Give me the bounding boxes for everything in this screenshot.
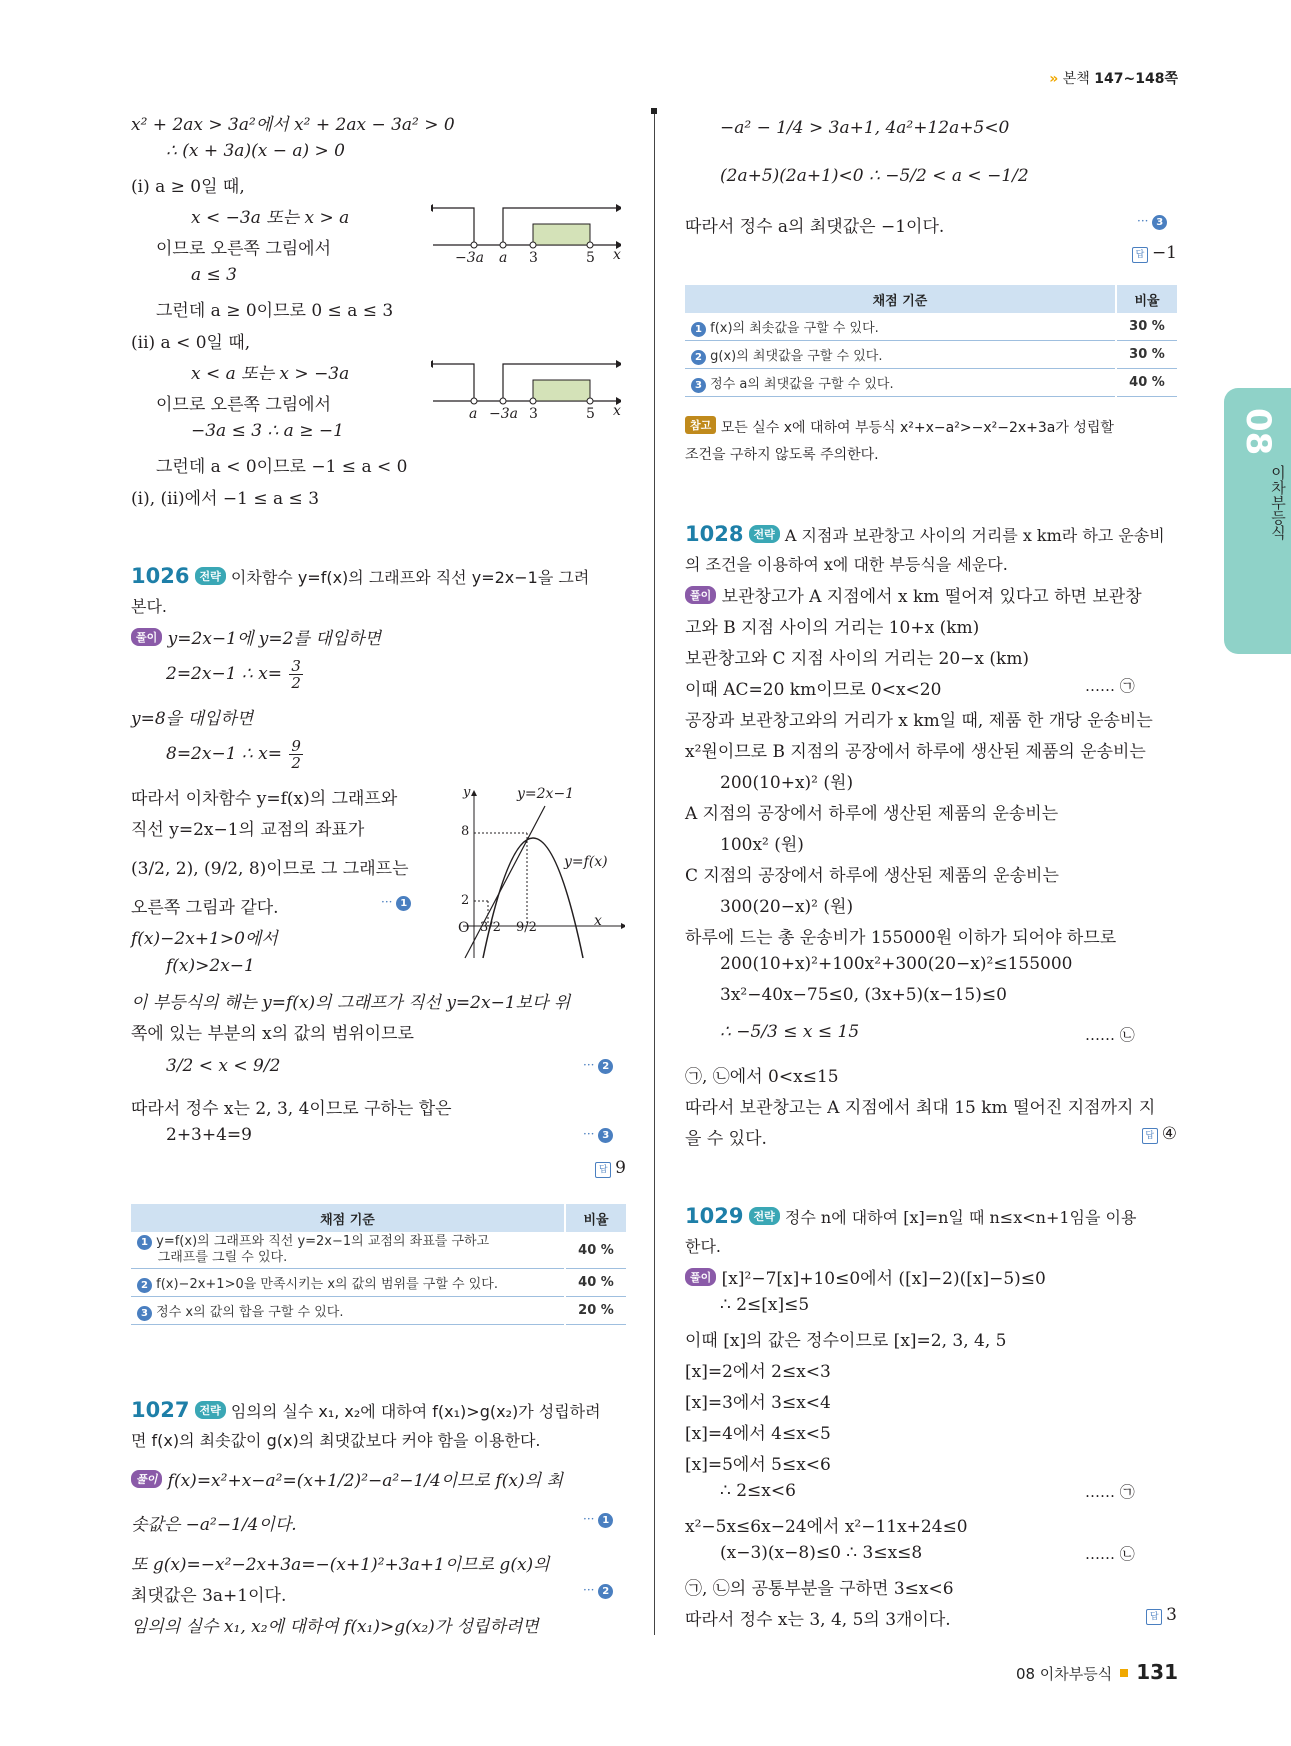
solution-line: [x]=2에서 2≤x<3 bbox=[685, 1362, 831, 1382]
solution-line: 따라서 보관창고는 A 지점에서 최대 15 km 떨어진 지점까지 지 bbox=[685, 1098, 1156, 1118]
answer-value: 3 bbox=[1166, 1605, 1177, 1625]
cell-text: f(x)의 최솟값을 구할 수 있다. bbox=[710, 320, 879, 336]
fraction bbox=[289, 738, 303, 771]
solution-line: 따라서 정수 x는 2, 3, 4이므로 구하는 합은 bbox=[131, 1099, 452, 1119]
text-line: 그런데 a ≥ 0이므로 0 ≤ a ≤ 3 bbox=[156, 301, 394, 321]
note-text: 조건을 구하지 않도록 주의한다. bbox=[685, 447, 879, 463]
solution-line: 을 수 있다. bbox=[685, 1129, 767, 1149]
nl2-label: a bbox=[469, 406, 478, 422]
graph-origin: O bbox=[458, 920, 470, 936]
page-number: 131 bbox=[1136, 1660, 1178, 1684]
nl1-label: a bbox=[499, 250, 508, 266]
marker-row bbox=[583, 1512, 613, 1528]
fraction bbox=[289, 658, 303, 691]
strategy-tag: 전략 bbox=[749, 1207, 780, 1225]
text-line: x < −3a 또는 x > a bbox=[191, 208, 350, 228]
footer-square-icon bbox=[1120, 1669, 1128, 1677]
problem-1026-strategy bbox=[131, 564, 589, 588]
table-cell bbox=[685, 341, 1116, 369]
table-cell bbox=[685, 369, 1116, 397]
frac-den: 2 bbox=[291, 754, 301, 772]
solution-line: [x]=3에서 3≤x<4 bbox=[685, 1393, 831, 1413]
solution-text: f(x)=x²+x−a²=(x+1/2)²−a²−1/4이므로 f(x)의 최 bbox=[167, 1471, 563, 1491]
nl1-label: 3 bbox=[529, 250, 538, 266]
header-book-ref: 본책 bbox=[1062, 71, 1090, 87]
dots: ··· bbox=[583, 1058, 595, 1072]
grading-table-1026 bbox=[131, 1204, 626, 1325]
text-line: x² + 2ax > 3a²에서 x² + 2ax − 3a² > 0 bbox=[131, 115, 455, 135]
strategy-text: 의 조건을 이용하여 x에 대한 부등식을 세운다. bbox=[685, 555, 1008, 574]
table-cell: 40 % bbox=[1116, 369, 1177, 397]
solution-line: f(x)>2x−1 bbox=[166, 956, 255, 976]
answer bbox=[1142, 1124, 1177, 1144]
answer-value: 9 bbox=[615, 1158, 626, 1178]
table-cell: 40 % bbox=[565, 1232, 626, 1269]
solution-line bbox=[131, 624, 381, 649]
step-marker: 1 bbox=[396, 896, 411, 911]
answer-icon: 답 bbox=[1146, 1609, 1162, 1625]
note-line bbox=[685, 416, 1114, 437]
text-line: 이므로 오른쪽 그림에서 bbox=[156, 395, 332, 415]
grading-table-1027 bbox=[685, 285, 1177, 397]
step-marker: 1 bbox=[598, 1513, 613, 1528]
solution-line: x²원이므로 B 지점의 공장에서 하루에 생산된 제품의 운송비는 bbox=[685, 742, 1146, 762]
step-marker: 1 bbox=[691, 322, 706, 337]
text-line: ∴ (x + 3a)(x − a) > 0 bbox=[166, 141, 345, 161]
solution-line: 쪽에 있는 부분의 x의 값의 범위이므로 bbox=[131, 1024, 414, 1044]
solution-line: 직선 y=2x−1의 교점의 좌표가 bbox=[131, 820, 365, 840]
nl1-label: −3a bbox=[455, 250, 484, 266]
table-cell bbox=[131, 1297, 565, 1325]
table-row bbox=[131, 1232, 626, 1269]
table-cell: 30 % bbox=[1116, 341, 1177, 369]
problem-number: 1029 bbox=[685, 1204, 744, 1228]
solution-line: f(x)−2x+1>0에서 bbox=[131, 929, 278, 949]
problem-1028-strategy bbox=[685, 522, 1165, 546]
solution-line: 200(10+x)² (원) bbox=[720, 773, 854, 793]
equation-tag: …… ㉠ bbox=[1085, 1483, 1135, 1501]
table-header: 비율 bbox=[1116, 285, 1177, 313]
solution-line: ㉠, ㉡의 공통부분을 구하면 3≤x<6 bbox=[685, 1579, 954, 1599]
note-tag: 참고 bbox=[685, 416, 716, 434]
problem-number: 1028 bbox=[685, 522, 744, 546]
solution-line: C 지점의 공장에서 하루에 생산된 제품의 운송비는 bbox=[685, 866, 1059, 886]
column-divider bbox=[654, 110, 655, 1635]
nl1-label: 5 bbox=[586, 250, 595, 266]
solution-line: (x−3)(x−8)≤0 ∴ 3≤x≤8 bbox=[720, 1543, 923, 1563]
solution-tag: 풀이 bbox=[131, 1470, 162, 1488]
graph-curve-label: y=f(x) bbox=[564, 854, 608, 870]
left-column bbox=[131, 100, 626, 1660]
table-header: 비율 bbox=[565, 1204, 626, 1232]
text-line: x < a 또는 x > −3a bbox=[191, 364, 350, 384]
strategy-text: 정수 n에 대하여 [x]=n일 때 n≤x<n+1임을 이용 bbox=[784, 1208, 1137, 1227]
text-line: a ≤ 3 bbox=[191, 265, 238, 285]
graph-tick-2: 2 bbox=[461, 893, 470, 908]
table-cell: 30 % bbox=[1116, 313, 1177, 341]
chapter-tab-name: 이차부등식 bbox=[1269, 465, 1287, 540]
step-marker: 2 bbox=[598, 1059, 613, 1074]
step-marker: 3 bbox=[598, 1128, 613, 1143]
solution-line: (2a+5)(2a+1)<0 ∴ −5/2 < a < −1/2 bbox=[720, 166, 1029, 186]
double-chevron-icon: » bbox=[1049, 71, 1059, 87]
solution-line: ∴ 2≤x<6 bbox=[720, 1481, 796, 1501]
step-marker: 2 bbox=[137, 1278, 152, 1293]
cell-text: f(x)−2x+1>0을 만족시키는 x의 값의 범위를 구할 수 있다. bbox=[156, 1276, 498, 1292]
solution-line: 100x² (원) bbox=[720, 835, 804, 855]
table-cell bbox=[131, 1232, 565, 1269]
nl2-label: x bbox=[613, 403, 621, 419]
cell-text: 정수 a의 최댓값을 구할 수 있다. bbox=[710, 376, 894, 392]
solution-line bbox=[685, 582, 1142, 607]
strategy-text: 면 f(x)의 최솟값이 g(x)의 최댓값보다 커야 함을 이용한다. bbox=[131, 1431, 541, 1450]
graph-y-axis-label: y bbox=[463, 785, 471, 800]
step-marker: 3 bbox=[137, 1306, 152, 1321]
table-row bbox=[685, 341, 1177, 369]
footer-chapter: 08 이차부등식 bbox=[1015, 1665, 1113, 1683]
column-divider-cap bbox=[651, 108, 657, 114]
strategy-text: 이차함수 y=f(x)의 그래프와 직선 y=2x−1을 그려 bbox=[230, 568, 590, 587]
solution-line: 따라서 정수 x는 3, 4, 5의 3개이다. bbox=[685, 1610, 951, 1630]
table-cell: 40 % bbox=[565, 1269, 626, 1297]
solution-line: −a² − 1/4 > 3a+1, 4a²+12a+5<0 bbox=[720, 118, 1010, 138]
solution-line: 따라서 정수 a의 최댓값은 −1이다. bbox=[685, 217, 945, 237]
problem-1027-strategy bbox=[131, 1398, 601, 1422]
marker-row bbox=[381, 895, 411, 911]
frac-num: 9 bbox=[291, 737, 301, 755]
dots: ··· bbox=[583, 1127, 595, 1141]
frac-num: 3 bbox=[291, 657, 301, 675]
solution-text: 8=2x−1 ∴ x= bbox=[166, 744, 282, 764]
equation-tag: …… ㉡ bbox=[1085, 1026, 1135, 1044]
solution-line: 보관창고와 C 지점 사이의 거리는 20−x (km) bbox=[685, 649, 1030, 669]
solution-tag: 풀이 bbox=[685, 1268, 716, 1286]
solution-line: 2+3+4=9 bbox=[166, 1125, 252, 1145]
solution-line: [x]=5에서 5≤x<6 bbox=[685, 1455, 831, 1475]
solution-line bbox=[166, 738, 305, 771]
strategy-text: 한다. bbox=[685, 1237, 721, 1256]
answer bbox=[1146, 1605, 1177, 1625]
graph-tick-x2: 9/2 bbox=[516, 920, 537, 935]
solution-line bbox=[166, 658, 305, 691]
solution-line: x²−5x≤6x−24에서 x²−11x+24≤0 bbox=[685, 1517, 968, 1537]
cell-text: y=f(x)의 그래프와 직선 y=2x−1의 교점의 좌표를 구하고 bbox=[156, 1234, 490, 1249]
marker-row bbox=[1137, 214, 1167, 230]
marker-row bbox=[583, 1583, 613, 1599]
solution-line bbox=[131, 1466, 563, 1491]
solution-tag: 풀이 bbox=[685, 586, 716, 604]
solution-line: 고와 B 지점 사이의 거리는 10+x (km) bbox=[685, 618, 980, 638]
answer-icon: 답 bbox=[1142, 1128, 1158, 1144]
graph-tick-8: 8 bbox=[461, 824, 470, 839]
step-marker: 1 bbox=[137, 1235, 152, 1250]
solution-line: 이때 AC=20 km이므로 0<x<20 bbox=[685, 680, 942, 700]
answer-value: ④ bbox=[1161, 1124, 1177, 1144]
solution-line: 또 g(x)=−x²−2x+3a=−(x+1)²+3a+1이므로 g(x)의 bbox=[131, 1555, 550, 1575]
answer bbox=[1132, 243, 1177, 263]
text-line: (i) a ≥ 0일 때, bbox=[131, 177, 245, 197]
equation-tag: …… ㉠ bbox=[1085, 677, 1135, 695]
strategy-tag: 전략 bbox=[749, 525, 780, 543]
solution-line: 이 부등식의 해는 y=f(x)의 그래프가 직선 y=2x−1보다 위 bbox=[131, 993, 571, 1013]
cell-text: 정수 x의 값의 합을 구할 수 있다. bbox=[156, 1304, 344, 1320]
cell-text: 그래프를 그릴 수 있다. bbox=[157, 1250, 288, 1265]
dots: ··· bbox=[583, 1512, 595, 1526]
table-header: 채점 기준 bbox=[685, 285, 1116, 313]
graph-line-label: y=2x−1 bbox=[517, 786, 575, 802]
solution-tag: 풀이 bbox=[131, 628, 162, 646]
step-marker: 2 bbox=[598, 1584, 613, 1599]
nl2-label: −3a bbox=[489, 406, 518, 422]
problem-number: 1027 bbox=[131, 1398, 190, 1422]
step-marker: 2 bbox=[691, 350, 706, 365]
solution-line: 오른쪽 그림과 같다. bbox=[131, 898, 279, 918]
answer-icon: 답 bbox=[595, 1162, 611, 1178]
solution-line: 300(20−x)² (원) bbox=[720, 897, 854, 917]
solution-line: 3/2 < x < 9/2 bbox=[166, 1056, 281, 1076]
strategy-text: 본다. bbox=[131, 597, 167, 616]
right-column bbox=[685, 100, 1177, 1660]
graph-tick-x1: 3/2 bbox=[480, 920, 501, 935]
solution-line: ∴ −5/3 ≤ x ≤ 15 bbox=[720, 1022, 860, 1042]
strategy-text: A 지점과 보관창고 사이의 거리를 x km라 하고 운송비 bbox=[784, 526, 1165, 545]
answer-value: −1 bbox=[1151, 243, 1177, 263]
text-line: (ii) a < 0일 때, bbox=[131, 333, 251, 353]
solution-line: 따라서 이차함수 y=f(x)의 그래프와 bbox=[131, 789, 398, 809]
solution-text: [x]²−7[x]+10≤0에서 ([x]−2)([x]−5)≤0 bbox=[721, 1269, 1046, 1289]
frac-den: 2 bbox=[291, 674, 301, 692]
dots: ··· bbox=[1137, 214, 1149, 228]
chapter-tab-number: 08 bbox=[1238, 408, 1278, 456]
problem-1029-strategy bbox=[685, 1204, 1136, 1228]
nl1-label: x bbox=[613, 247, 621, 263]
strategy-text: 임의의 실수 x₁, x₂에 대하여 f(x₁)>g(x₂)가 성립하려 bbox=[230, 1402, 601, 1421]
marker-row bbox=[583, 1127, 613, 1143]
cell-text: g(x)의 최댓값을 구할 수 있다. bbox=[710, 348, 883, 364]
solution-line: 솟값은 −a²−1/4이다. bbox=[131, 1515, 297, 1535]
solution-line: 하루에 드는 총 운송비가 155000원 이하가 되어야 하므로 bbox=[685, 928, 1117, 948]
strategy-tag: 전략 bbox=[195, 567, 226, 585]
answer bbox=[595, 1158, 626, 1178]
solution-line: ∴ 2≤[x]≤5 bbox=[720, 1295, 810, 1315]
step-marker: 3 bbox=[1152, 215, 1167, 230]
step-marker: 3 bbox=[691, 378, 706, 393]
solution-line: A 지점의 공장에서 하루에 생산된 제품의 운송비는 bbox=[685, 804, 1059, 824]
solution-text: y=2x−1에 y=2를 대입하면 bbox=[167, 629, 381, 649]
parabola-graph bbox=[453, 788, 625, 960]
answer-icon: 답 bbox=[1132, 247, 1148, 263]
strategy-tag: 전략 bbox=[195, 1401, 226, 1419]
table-row bbox=[131, 1297, 626, 1325]
table-row bbox=[685, 369, 1177, 397]
page-footer bbox=[1016, 1660, 1178, 1684]
page-header bbox=[1049, 68, 1178, 88]
solution-line: [x]=4에서 4≤x<5 bbox=[685, 1424, 831, 1444]
text-line: 이므로 오른쪽 그림에서 bbox=[156, 239, 332, 259]
solution-line: ㉠, ㉡에서 0<x≤15 bbox=[685, 1067, 839, 1087]
table-cell bbox=[131, 1269, 565, 1297]
solution-line: y=8을 대입하면 bbox=[131, 709, 254, 729]
solution-line: 임의의 실수 x₁, x₂에 대하여 f(x₁)>g(x₂)가 성립하려면 bbox=[131, 1617, 539, 1637]
dots: ··· bbox=[583, 1583, 595, 1597]
solution-line: 최댓값은 3a+1이다. bbox=[131, 1586, 287, 1606]
solution-line: 공장과 보관창고와의 거리가 x km일 때, 제품 한 개당 운송비는 bbox=[685, 711, 1153, 731]
table-cell: 20 % bbox=[565, 1297, 626, 1325]
solution-line: 200(10+x)²+100x²+300(20−x)²≤155000 bbox=[720, 954, 1073, 974]
graph-x-axis-label: x bbox=[594, 913, 602, 929]
table-cell bbox=[685, 313, 1116, 341]
text-line: −3a ≤ 3 ∴ a ≥ −1 bbox=[191, 421, 344, 441]
solution-line bbox=[685, 1264, 1046, 1289]
nl2-label: 3 bbox=[529, 406, 538, 422]
table-row bbox=[131, 1269, 626, 1297]
problem-number: 1026 bbox=[131, 564, 190, 588]
note-text: 모든 실수 x에 대하여 부등식 x²+x−a²>−x²−2x+3a가 성립할 bbox=[720, 420, 1114, 436]
table-header: 채점 기준 bbox=[131, 1204, 565, 1232]
dots: ··· bbox=[381, 895, 393, 909]
solution-line: 3x²−40x−75≤0, (3x+5)(x−15)≤0 bbox=[720, 985, 1007, 1005]
solution-line: 이때 [x]의 값은 정수이므로 [x]=2, 3, 4, 5 bbox=[685, 1331, 1007, 1351]
table-row bbox=[685, 313, 1177, 341]
marker-row bbox=[583, 1058, 613, 1074]
header-pages: 147~148쪽 bbox=[1094, 71, 1178, 87]
text-line: 그런데 a < 0이므로 −1 ≤ a < 0 bbox=[156, 457, 408, 477]
equation-tag: …… ㉡ bbox=[1085, 1545, 1135, 1563]
solution-line: (3/2, 2), (9/2, 8)이므로 그 그래프는 bbox=[131, 859, 409, 879]
text-line: (i), (ii)에서 −1 ≤ a ≤ 3 bbox=[131, 489, 320, 509]
nl2-label: 5 bbox=[586, 406, 595, 422]
solution-text: 보관창고가 A 지점에서 x km 떨어져 있다고 하면 보관창 bbox=[721, 587, 1142, 607]
solution-text: 2=2x−1 ∴ x= bbox=[166, 664, 282, 684]
